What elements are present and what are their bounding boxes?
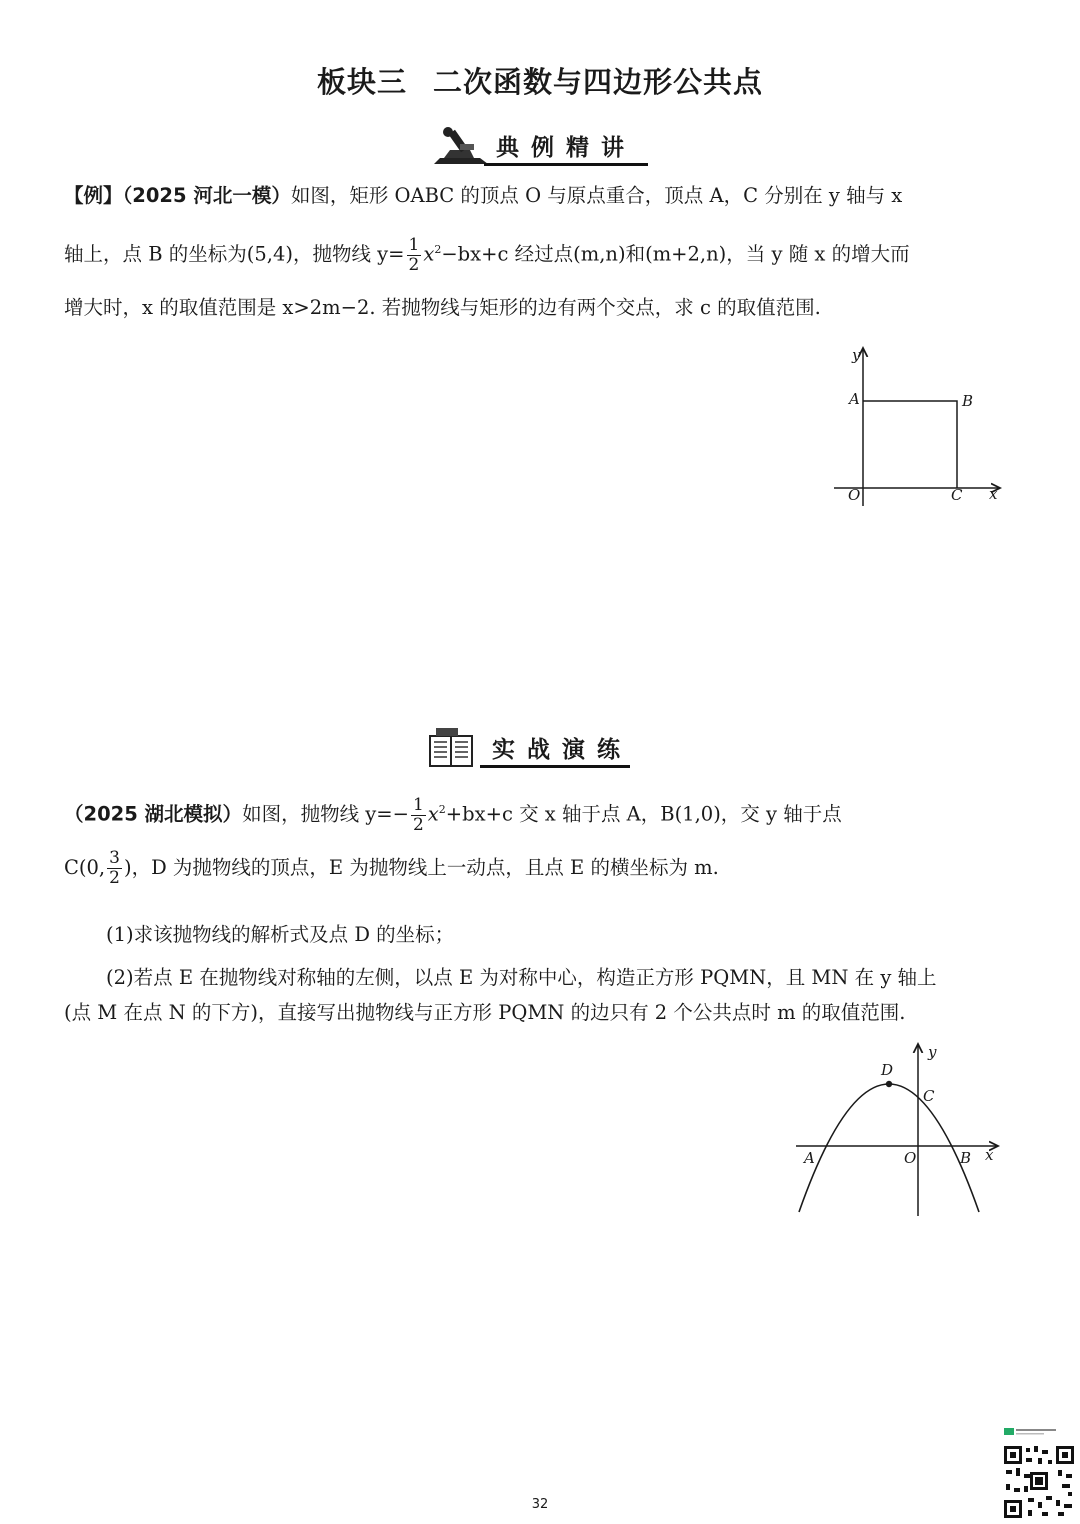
example-heading-label: 典例精讲: [496, 135, 636, 161]
practice-problem: [64, 788, 1004, 1048]
example-text-1: 如图，矩形 OABC 的顶点 O 与原点重合，顶点 A，C 分别在 y 轴与 x: [290, 184, 903, 207]
practice-section-heading: [426, 722, 636, 772]
practice-line-1: [64, 788, 842, 837]
fraction-denominator: 2: [412, 814, 424, 835]
practice-var-x: x: [427, 802, 439, 826]
practice-fraction-1: [411, 796, 426, 835]
fraction-denominator: 2: [408, 254, 420, 275]
title-topic: 二次函数与四边形公共点: [433, 65, 764, 99]
example-line-3: [64, 298, 821, 318]
practice-question-1: (1)求该抛物线的解析式及点 D 的坐标；: [106, 923, 455, 946]
example-tag: 【例】: [64, 184, 123, 207]
practice-heading-label: 实战演练: [492, 737, 632, 763]
practice-figure: [790, 1040, 1005, 1220]
practice-text-1a: 如图，抛物线 y=−: [242, 802, 409, 826]
label-c: C: [951, 486, 963, 504]
practice-fraction-2: [107, 849, 122, 888]
label-x: x: [989, 485, 998, 503]
example-line-1: [64, 186, 902, 206]
example-figure: [830, 340, 1010, 520]
example-text-2b: −bx+c 经过点(m,n)和(m+2,n)，当 y 随 x 的增大而: [441, 242, 910, 266]
title-block: 板块三: [316, 65, 407, 99]
practice-text-1b: +bx+c 交 x 轴于点 A，B(1,0)，交 y 轴于点: [445, 802, 842, 826]
label-a: A: [849, 390, 860, 408]
fraction-denominator: 2: [109, 868, 120, 888]
fraction-numerator: 1: [408, 234, 420, 255]
vertex-d-point: [886, 1081, 892, 1087]
parabola-curve: [799, 1084, 979, 1212]
open-book-icon: [426, 722, 482, 772]
page-title: [0, 60, 1080, 101]
label-d: D: [881, 1061, 894, 1079]
example-exponent: 2: [434, 243, 442, 256]
example-var-x: x: [423, 242, 435, 266]
example-fraction: [407, 236, 422, 275]
practice-exponent: 2: [438, 803, 446, 816]
practice-text-2a: C(0,: [64, 856, 106, 879]
fraction-numerator: 3: [109, 848, 120, 868]
example-problem: [64, 186, 1004, 326]
label-o: O: [904, 1149, 917, 1167]
example-line-2: [64, 230, 910, 275]
telescope-icon: [430, 120, 490, 170]
practice-question-2-line-2: (点 M 在点 N 的下方)，直接写出抛物线与正方形 PQMN 的边只有 2 个公共点时 m 的取值范围.: [64, 1001, 906, 1024]
page-number: 32: [531, 1497, 549, 1512]
label-a: A: [804, 1149, 815, 1167]
practice-source: （2025 湖北模拟）: [64, 802, 243, 826]
example-text-2a: 轴上，点 B 的坐标为(5,4)，抛物线 y=: [64, 242, 405, 266]
label-y: y: [852, 346, 861, 364]
label-b: B: [962, 392, 974, 410]
practice-question-2-line-1: (2)若点 E 在抛物线对称轴的左侧，以点 E 为对称中心，构造正方形 PQMN，且 MN 在 y 轴上: [106, 966, 937, 989]
example-text-3: 增大时，x 的取值范围是 x>2m−2. 若抛物线与矩形的边有两个交点，求 c 的取值范围.: [64, 296, 821, 319]
example-section-heading: [430, 120, 650, 170]
label-x: x: [985, 1146, 994, 1164]
example-source: （2025 河北一模）: [122, 184, 291, 207]
fraction-numerator: 1: [412, 794, 424, 815]
practice-line-2: [64, 846, 719, 890]
practice-text-2b: )，D 为抛物线的顶点，E 为抛物线上一动点，且点 E 的横坐标为 m.: [123, 856, 719, 879]
label-y: y: [928, 1043, 937, 1061]
rectangle-oabc: [863, 401, 957, 488]
label-o: O: [848, 486, 861, 504]
label-c: C: [923, 1087, 935, 1105]
label-b: B: [960, 1149, 972, 1167]
